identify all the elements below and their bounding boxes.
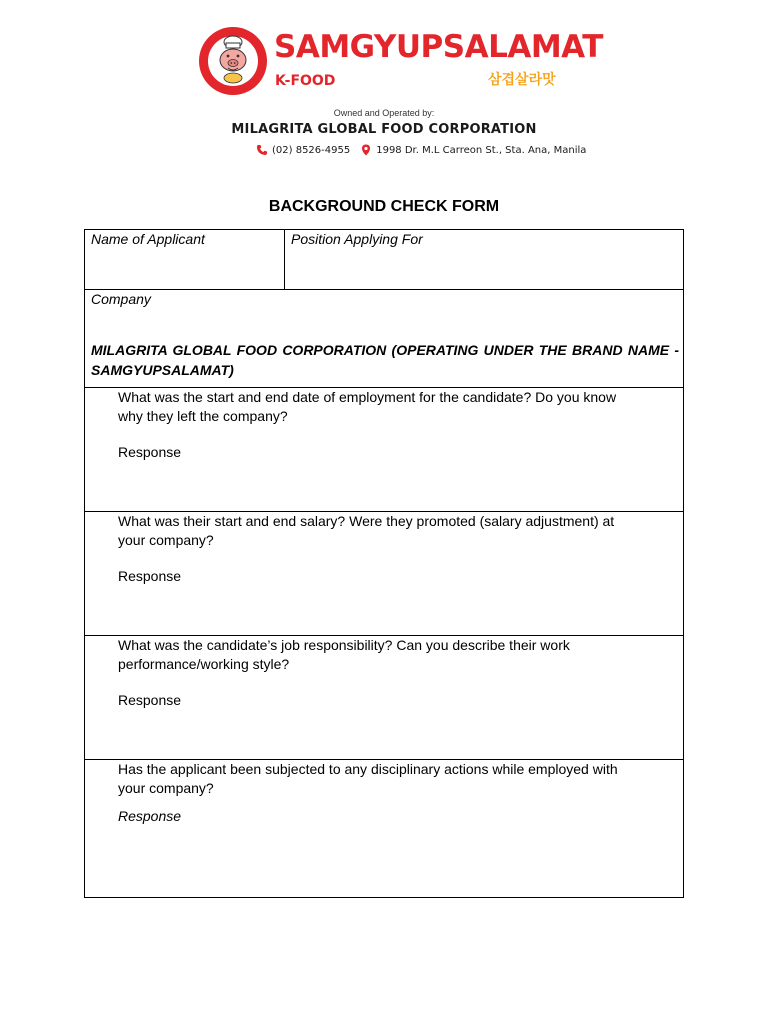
location-pin-icon <box>360 144 372 156</box>
column-divider <box>284 230 285 289</box>
question-line: why they left the company? <box>118 408 288 424</box>
phone-icon <box>256 144 268 156</box>
question-line: performance/working style? <box>118 656 290 672</box>
address: 1998 Dr. M.L Carreon St., Sta. Ana, Manila <box>376 144 587 156</box>
question-text <box>118 512 678 550</box>
name-of-applicant-label: Name of Applicant <box>91 231 205 247</box>
question-text <box>118 760 678 798</box>
question-row <box>85 512 683 636</box>
position-applying-for-label: Position Applying For <box>291 231 423 247</box>
question-row <box>85 636 683 760</box>
question-text <box>118 388 678 426</box>
response-label: Response <box>118 808 182 824</box>
question-line: What was their start and end salary? Were they promoted (salary adjustment) at <box>118 513 615 529</box>
company-value: MILAGRITA GLOBAL FOOD CORPORATION (OPERATING UNDER THE BRAND NAME - SAMGYUPSALAMAT) <box>91 342 679 378</box>
brand-name: SAMGYUPSALAMAT <box>274 29 603 65</box>
question-line: Has the applicant been subjected to any disciplinary actions while employed with <box>118 761 618 777</box>
response-label: Response <box>118 568 182 584</box>
question-line: your company? <box>118 780 214 796</box>
question-row <box>85 388 683 512</box>
form-title: BACKGROUND CHECK FORM <box>268 198 500 215</box>
question-text <box>118 636 678 674</box>
applicant-row <box>85 230 683 290</box>
question-line: What was the start and end date of employment for the candidate? Do you know <box>118 389 617 405</box>
pig-chef-mascot-icon <box>198 26 268 96</box>
company-label: Company <box>91 291 151 307</box>
background-check-table <box>84 229 684 898</box>
response-label: Response <box>118 692 182 708</box>
brand-logo <box>198 22 603 104</box>
response-label: Response <box>118 444 182 460</box>
corporation-name: MILAGRITA GLOBAL FOOD CORPORATION <box>231 122 537 137</box>
company-row <box>85 290 683 388</box>
phone-number: (02) 8526-4955 <box>272 144 351 156</box>
contact-info <box>256 142 586 158</box>
brand-subtitle: K-FOOD <box>275 73 336 89</box>
question-row <box>85 760 683 897</box>
question-line: your company? <box>118 532 214 548</box>
question-line: What was the candidate’s job responsibility? Can you describe their work <box>118 637 570 653</box>
owned-by-label: Owned and Operated by: <box>333 108 435 118</box>
brand-korean-name: 삼겹살라맛 <box>488 72 556 88</box>
